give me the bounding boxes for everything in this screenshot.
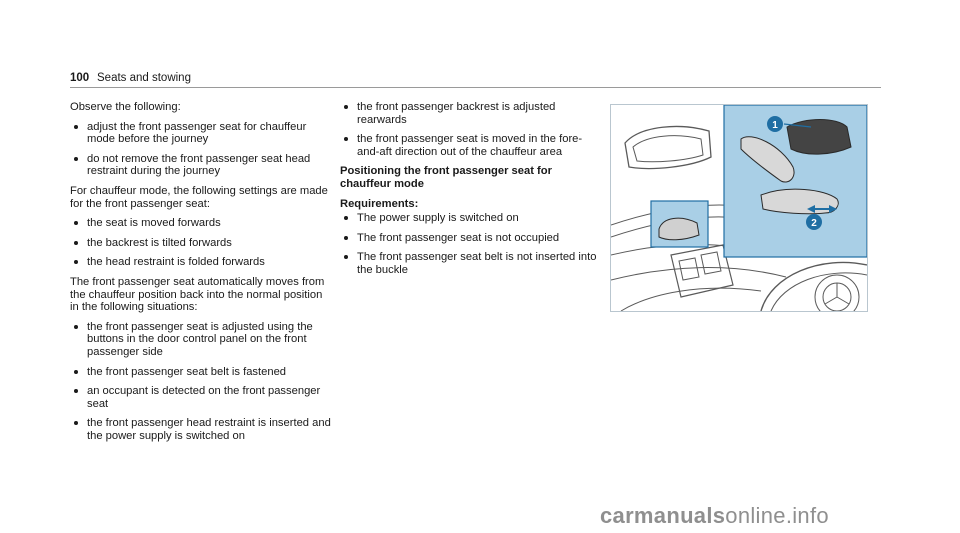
list-item: the front passenger seat is adjusted using the buttons in the door control panel on the front passenger side [70,321,332,359]
illustration-svg [611,105,867,311]
observe-intro: Observe the following: [70,101,181,113]
list-item: the front passenger seat belt is fastened [70,366,332,379]
bullet-icon [344,255,348,259]
bullet-icon [74,221,78,225]
settings-list [70,217,332,269]
list-item: the front passenger backrest is adjusted rearwards [340,101,602,126]
seat-switch-small [659,218,699,240]
page-header [0,0,960,90]
list-item: do not remove the front passenger seat head restraint during the journey [70,153,332,178]
return-conditions-list [70,321,332,443]
bullet-icon [74,421,78,425]
callout-2-label: 2 [811,218,817,229]
bullet-icon [74,325,78,329]
list-item: The front passenger seat is not occupied [340,232,602,245]
header-divider [70,87,881,88]
bullet-icon [344,236,348,240]
bullet-icon [74,370,78,374]
bullet-icon [344,216,348,220]
left-column [70,101,332,449]
list-item: the head restraint is folded forwards [70,256,332,269]
watermark-bold: carmanuals [600,503,726,528]
watermark-regular: online.info [725,503,829,528]
bullet-icon [74,157,78,161]
requirements-list [340,212,602,276]
bullet-icon [74,389,78,393]
watermark [600,503,829,529]
list-item: adjust the front passenger seat for chauffeur mode before the journey [70,121,332,146]
bullet-icon [74,241,78,245]
section-title: Seats and stowing [97,72,191,84]
requirements-label: Requirements: [340,197,419,210]
callout-1-label: 1 [772,120,778,131]
list-item: The power supply is switched on [340,212,602,225]
list-item: an occupant is detected on the front passenger seat [70,385,332,410]
list-item: the seat is moved forwards [70,217,332,230]
list-item: the backrest is tilted forwards [70,237,332,250]
bullet-icon [344,105,348,109]
middle-column [340,101,602,284]
continued-conditions-list [340,101,602,158]
list-item: the front passenger head restraint is inserted and the power supply is switched on [70,417,332,442]
bullet-icon [344,137,348,141]
observe-list [70,121,332,178]
list-item: The front passenger seat belt is not inserted into the buckle [340,251,602,276]
return-intro: The front passenger seat automatically moves from the chauffeur position back into the normal position in the following situations: [70,275,325,314]
bullet-icon [74,260,78,264]
list-item: the front passenger seat is moved in the fore-and-aft direction out of the chauffeur area [340,133,602,158]
seat-control-illustration [610,104,868,312]
page-number: 100 [70,72,90,84]
settings-intro: For chauffeur mode, the following settings are made for the front passenger seat: [70,184,328,210]
bullet-icon [74,125,78,129]
section-heading: Positioning the front passenger seat for chauffeur mode [340,165,552,190]
